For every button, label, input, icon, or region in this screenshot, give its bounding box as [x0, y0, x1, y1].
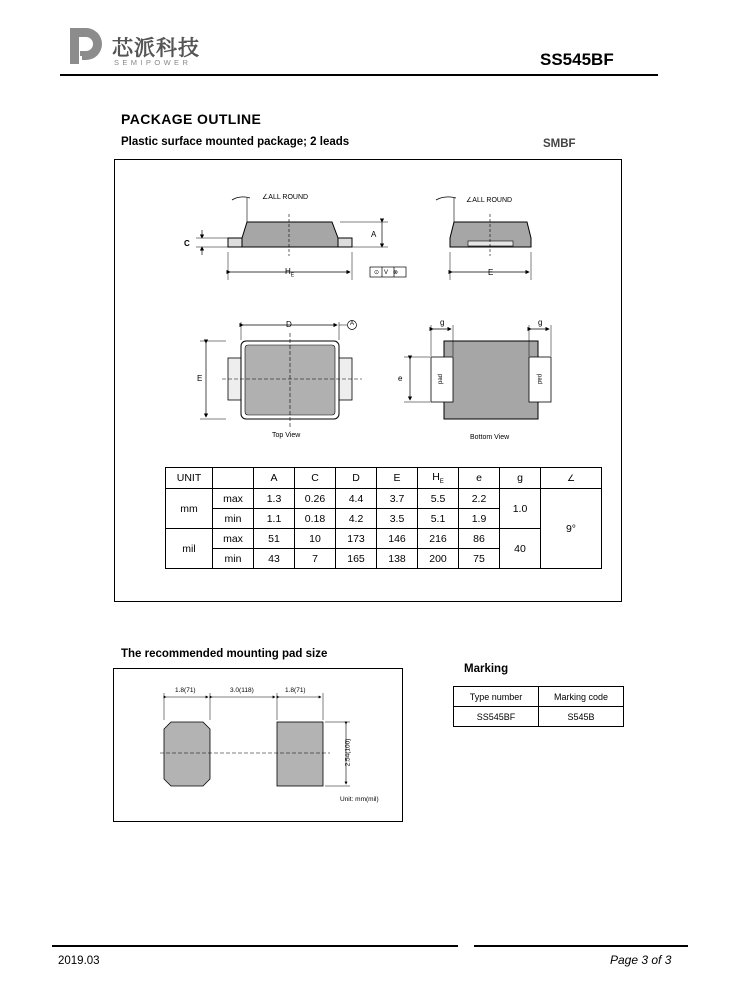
part-number: SS545BF — [540, 50, 614, 69]
dim-label-A: A — [371, 230, 377, 239]
table-cell: 75 — [459, 549, 500, 569]
table-cell: 173 — [336, 529, 377, 549]
table-cell: 3.7 — [377, 489, 418, 509]
dim-label-E-side: E — [488, 268, 494, 277]
table-cell: 2.2 — [459, 489, 500, 509]
dim-label-HE-sub: E — [290, 272, 295, 279]
header-cell-D: D — [336, 468, 377, 489]
table-row — [454, 707, 624, 727]
header-cell-E: E — [377, 468, 418, 489]
header-cell-angle: ∠ — [541, 468, 602, 489]
table-cell: 7 — [295, 549, 336, 569]
table-cell: 1.9 — [459, 509, 500, 529]
pad-label-1: pad — [438, 373, 445, 385]
angle-cell: 9° — [541, 489, 602, 569]
table-cell: 4.4 — [336, 489, 377, 509]
table-cell: 0.26 — [295, 489, 336, 509]
table-cell: 86 — [459, 529, 500, 549]
table-cell: 200 — [418, 549, 459, 569]
table-cell: 165 — [336, 549, 377, 569]
footer-page-number: Page 3 of 3 — [610, 953, 672, 967]
header-cell-C: C — [295, 468, 336, 489]
footer-rule-left — [52, 945, 458, 947]
dim-label-g1: g — [440, 318, 445, 327]
marking-col-code: Marking code — [539, 687, 624, 707]
table-cell: 1.3 — [254, 489, 295, 509]
max-label-cell: max — [213, 489, 254, 509]
footer-date: 2019.03 — [58, 955, 100, 967]
header-HE-sub: E — [439, 479, 444, 486]
dim-label-HE-main: H — [285, 267, 291, 276]
header-cell-unit: UNIT — [166, 468, 213, 489]
footer-rule-right — [474, 945, 688, 947]
marking-type-value: SS545BF — [454, 707, 539, 727]
bottom-view-caption: Bottom View — [470, 434, 510, 441]
company-name-cn: 芯派科技 — [112, 36, 200, 60]
unit-cell-mil: mil — [166, 529, 213, 569]
dim-label-e: e — [398, 374, 403, 383]
header-cell-A: A — [254, 468, 295, 489]
marking-title: Marking — [464, 663, 509, 675]
table-cell: 5.5 — [418, 489, 459, 509]
max-label-cell: max — [213, 529, 254, 549]
g-mm-cell: 1.0 — [500, 489, 541, 529]
unit-cell-mm: mm — [166, 489, 213, 529]
pad-dim-3: 1.8(71) — [285, 687, 306, 694]
table-cell: 216 — [418, 529, 459, 549]
section-subtitle: Plastic surface mounted package; 2 leads — [121, 136, 350, 148]
dim-label-g2: g — [538, 318, 543, 327]
table-cell: 43 — [254, 549, 295, 569]
section-title: PACKAGE OUTLINE — [121, 111, 262, 127]
table-cell: 146 — [377, 529, 418, 549]
package-name: SMBF — [543, 138, 576, 150]
table-cell: 1.1 — [254, 509, 295, 529]
mounting-pad-title: The recommended mounting pad size — [121, 648, 328, 660]
pad-dim-2: 3.0(118) — [230, 687, 254, 694]
header-cell-e: e — [459, 468, 500, 489]
pad-unit: Unit: mm(mil) — [340, 796, 379, 803]
header-HE-main: H — [432, 470, 440, 483]
dim-label-E-top: E — [197, 374, 203, 383]
dim-label-C: C — [184, 239, 190, 248]
table-cell: 51 — [254, 529, 295, 549]
top-view-caption: Top View — [272, 432, 301, 439]
all-round-label-1: ∠ALL ROUND — [262, 194, 309, 201]
table-cell: 5.1 — [418, 509, 459, 529]
tolerance-frame-symbols: ⊙V⊗ — [374, 270, 404, 276]
datum-label-A: A — [350, 321, 355, 327]
header-cell-g: g — [500, 468, 541, 489]
table-cell: 10 — [295, 529, 336, 549]
marking-table — [453, 686, 624, 727]
min-label-cell: min — [213, 549, 254, 569]
table-cell: 0.18 — [295, 509, 336, 529]
table-cell: 3.5 — [377, 509, 418, 529]
marking-code-value: S545B — [539, 707, 624, 727]
g-mil-cell: 40 — [500, 529, 541, 569]
min-label-cell: min — [213, 509, 254, 529]
company-name-en: SEMIPOWER — [114, 58, 192, 67]
dim-label-D: D — [286, 320, 292, 329]
table-header-row — [454, 687, 624, 707]
marking-col-type: Type number — [454, 687, 539, 707]
table-cell: 138 — [377, 549, 418, 569]
pad-dim-height: 2.54(100) — [344, 738, 352, 767]
table-cell: 4.2 — [336, 509, 377, 529]
all-round-label-2: ∠ALL ROUND — [466, 197, 513, 204]
pad-label-2: pad — [536, 373, 543, 385]
pad-dim-1: 1.8(71) — [175, 687, 196, 694]
